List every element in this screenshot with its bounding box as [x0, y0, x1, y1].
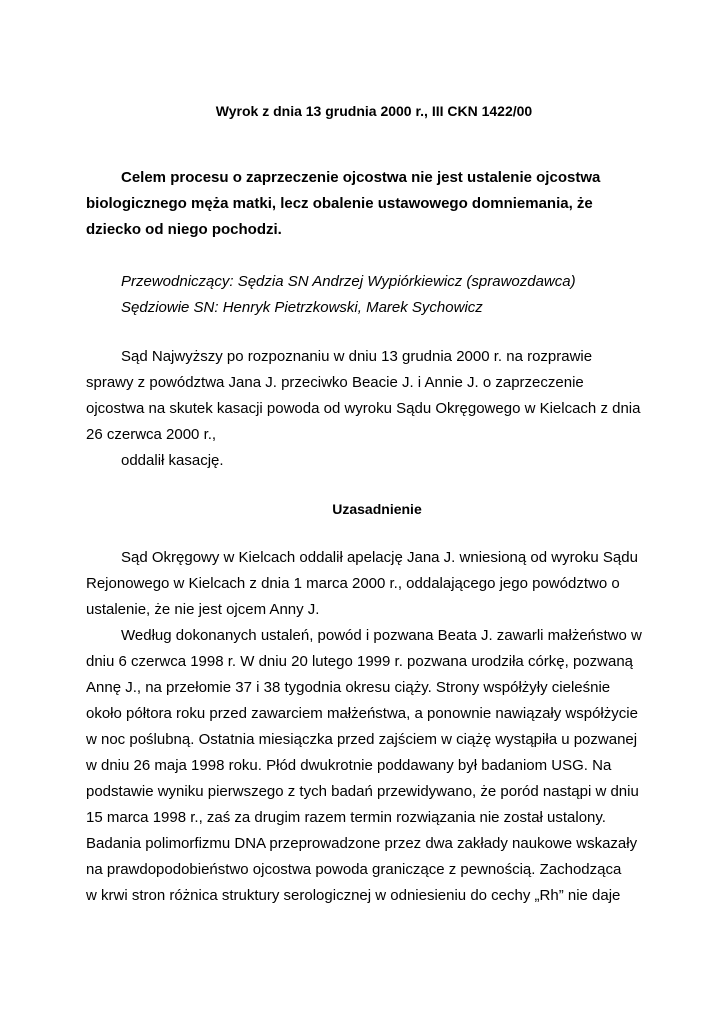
justification-heading: Uzasadnienie: [332, 501, 422, 517]
panel-presiding: Przewodniczący: Sędzia SN Andrzej Wypiórkiewicz (sprawozdawca): [121, 273, 576, 290]
paragraph-line: Według dokonanych ustaleń, powód i pozwana Beata J. zawarli małżeństwo w: [121, 627, 642, 644]
paragraph-line: w krwi stron różnica struktury serologicznej w odniesieniu do cechy „Rh” nie daje: [86, 887, 621, 904]
thesis-line: biologicznego męża matki, lecz obalenie ustawowego domniemania, że: [86, 195, 593, 212]
paragraph-line: 15 marca 1998 r., zaś za drugim razem termin rozwiązania nie został ustalony.: [86, 809, 606, 826]
ruling-decision: oddalił kasację.: [121, 452, 224, 469]
paragraph-line: Badania polimorfizmu DNA przeprowadzone przez dwa zakłady naukowe wskazały: [86, 835, 638, 852]
paragraph-line: dniu 6 czerwca 1998 r. W dniu 20 lutego 1999 r. pozwana urodziła córkę, pozwaną: [86, 653, 634, 670]
panel-judges: Sędziowie SN: Henryk Pietrzkowski, Marek Sychowicz: [121, 299, 483, 316]
ruling-line: 26 czerwca 2000 r.,: [86, 426, 217, 443]
thesis-line: Celem procesu o zaprzeczenie ojcostwa nie jest ustalenie ojcostwa: [121, 169, 601, 186]
paragraph-line: ustalenie, że nie jest ojcem Anny J.: [86, 601, 320, 618]
judgment-title: Wyrok z dnia 13 grudnia 2000 r., III CKN 1422/00: [215, 103, 533, 119]
ruling-line: ojcostwa na skutek kasacji powoda od wyroku Sądu Okręgowego w Kielcach z dnia: [86, 400, 641, 417]
paragraph-line: Sąd Okręgowy w Kielcach oddalił apelację Jana J. wniesioną od wyroku Sądu: [121, 549, 638, 566]
paragraph-line: Rejonowego w Kielcach z dnia 1 marca 2000 r., oddalającego jego powództwo o: [86, 575, 620, 592]
paragraph-line: Annę J., na przełomie 37 i 38 tygodnia okresu ciąży. Strony współżyły cieleśnie: [86, 679, 611, 696]
paragraph-line: w noc poślubną. Ostatnia miesiączka przed zajściem w ciążę wystąpiła u pozwanej: [86, 731, 638, 748]
ruling-line: sprawy z powództwa Jana J. przeciwko Beacie J. i Annie J. o zaprzeczenie: [86, 374, 584, 391]
paragraph-line: podstawie wyniku pierwszego z tych badań przewidywano, że poród nastąpi w dniu: [86, 783, 639, 800]
thesis-line: dziecko od niego pochodzi.: [86, 221, 282, 238]
paragraph-line: w dniu 26 maja 1998 roku. Płód dwukrotnie poddawany był badaniom USG. Na: [86, 757, 612, 774]
paragraph-line: około półtora roku przed zawarciem małżeństwa, a ponownie nawiązały współżycie: [86, 705, 638, 722]
paragraph-line: na prawdopodobieństwo ojcostwa powoda graniczące z pewnością. Zachodząca: [86, 861, 622, 878]
ruling-line: Sąd Najwyższy po rozpoznaniu w dniu 13 grudnia 2000 r. na rozprawie: [121, 348, 593, 365]
